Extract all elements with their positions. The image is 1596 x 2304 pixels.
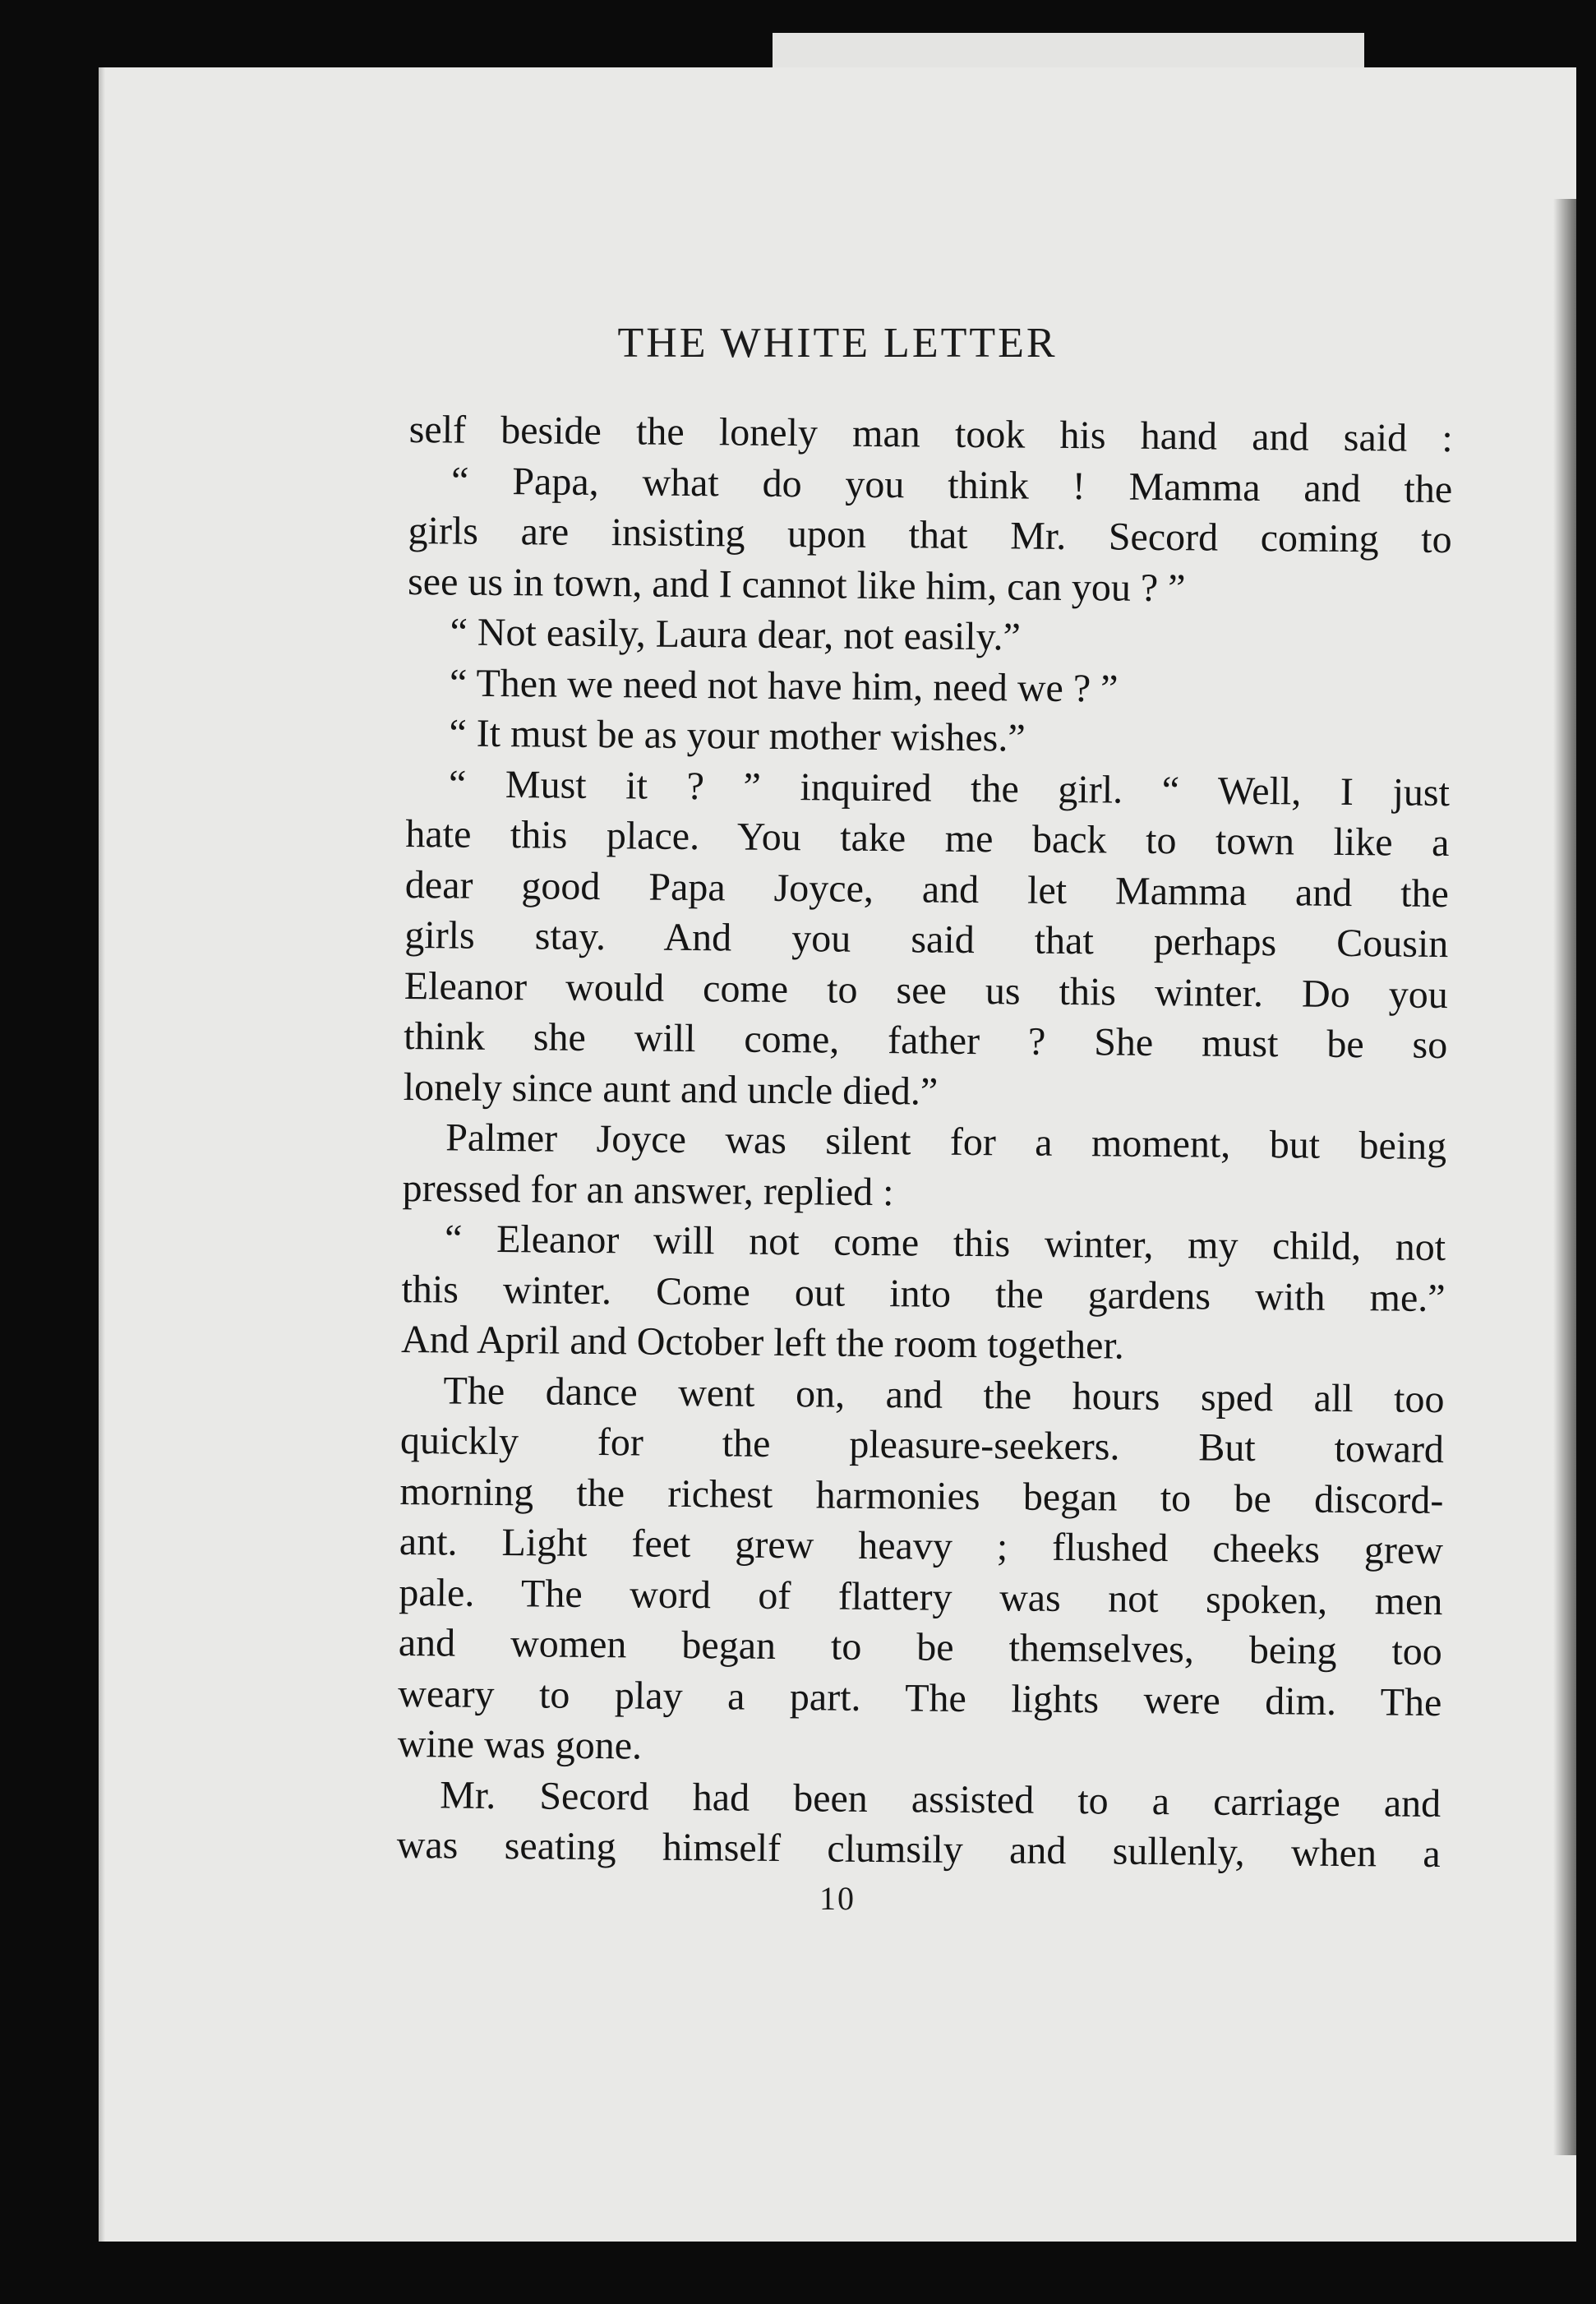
text-line: “ Then we need not have him, need we ? ”	[449, 660, 1119, 711]
body-text	[396, 404, 1453, 1880]
text-line: “ Must it ? ” inquired the girl. “ Well, I just	[448, 761, 1451, 815]
paper-strip	[773, 33, 1364, 67]
text-line: think she will come, father ? She must be so	[404, 1013, 1448, 1068]
text-line: lonely since aunt and uncle died.”	[403, 1064, 939, 1114]
text-line: The dance went on, and the hours sped all too	[443, 1368, 1445, 1421]
page-edge-shadow	[1553, 199, 1576, 2155]
text-line: Mr. Secord had been assisted to a carriage and	[440, 1772, 1441, 1826]
text-line: ant. Light feet grew heavy ; flushed cheeks grew	[399, 1519, 1444, 1573]
text-line: girls are insisting upon that Mr. Secord coming to	[408, 508, 1452, 562]
text-line: see us in town, and I cannot like him, can you ? ”	[407, 559, 1186, 610]
text-line: self beside the lonely man took his hand and said :	[408, 407, 1453, 461]
running-head: THE WHITE LETTER	[617, 320, 1058, 367]
text-line: quickly for the pleasure-seekers. But toward	[399, 1418, 1445, 1472]
text-line: And April and October left the room together.	[400, 1317, 1125, 1368]
book-page	[99, 67, 1576, 2242]
text-line: “ It must be as your mother wishes.”	[449, 711, 1026, 760]
page-number: 10	[819, 1880, 856, 1917]
text-line: hate this place. You take me back to town like a	[405, 811, 1450, 866]
text-line: pale. The word of flattery was not spoken, men	[399, 1570, 1443, 1623]
text-line: pressed for an answer, replied :	[402, 1166, 894, 1214]
text-line: wine was gone.	[397, 1721, 643, 1768]
text-line: Palmer Joyce was silent for a moment, but being	[445, 1115, 1447, 1169]
text-line: “ Papa, what do you think ! Mamma and the	[450, 458, 1453, 511]
text-line: and women began to be themselves, being too	[398, 1620, 1443, 1674]
text-line: dear good Papa Joyce, and let Mamma and the	[404, 862, 1450, 916]
text-line: this winter. Come out into the gardens with me.”	[401, 1267, 1446, 1320]
text-line: “ Not easily, Laura dear, not easily.”	[450, 610, 1022, 659]
text-line: girls stay. And you said that perhaps Cousin	[404, 912, 1449, 967]
text-line: was seating himself clumsily and sullenly, when a	[396, 1822, 1441, 1877]
text-line: “ Eleanor will not come this winter, my child, not	[444, 1217, 1446, 1270]
text-line: morning the richest harmonies began to be discord-	[399, 1469, 1444, 1522]
text-line: Eleanor would come to see us this winter. Do you	[404, 963, 1449, 1017]
text-line: weary to play a part. The lights were dim. The	[398, 1671, 1442, 1725]
